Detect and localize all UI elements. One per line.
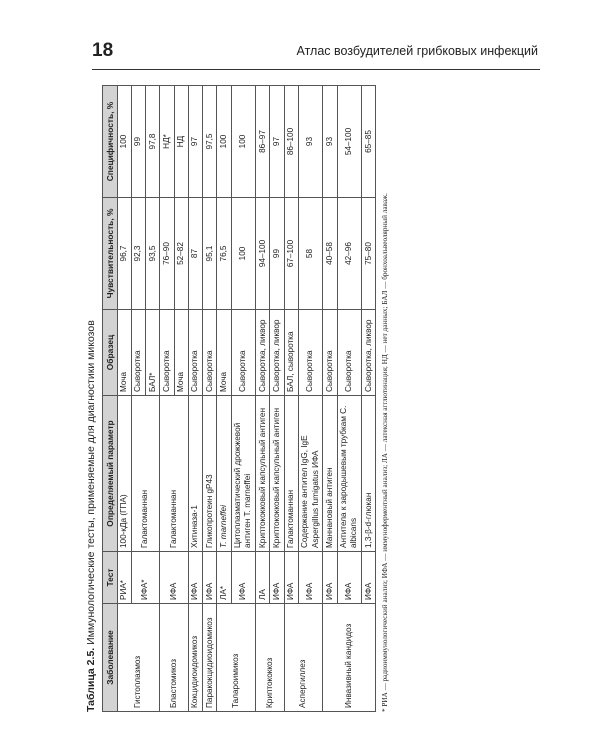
cell-parameter: 1,3-β-d-глюкан — [362, 396, 376, 552]
col-header-test: Тест — [103, 552, 118, 604]
cell-specificity: 86–100 — [284, 86, 298, 198]
cell-specificity: 97,8 — [146, 86, 160, 198]
cell-sample: Сыворотка — [323, 310, 337, 396]
cell-specificity: 97 — [188, 86, 202, 198]
cell-sensitivity: 92,3 — [131, 198, 145, 310]
header-rule — [92, 69, 540, 70]
cell-sample: Моча — [117, 310, 131, 396]
cell-test: ИФА* — [131, 552, 160, 604]
cell-disease: Криптококкоз — [256, 604, 285, 712]
cell-test: ИФА — [337, 552, 362, 604]
cell-sample: Сыворотка — [231, 310, 256, 396]
cell-test: ИФА — [203, 552, 217, 604]
cell-test: ЛА* — [217, 552, 231, 604]
cell-test: ИФА — [270, 552, 284, 604]
cell-parameter: Галактоманнан — [160, 396, 189, 552]
cell-specificity: 100 — [117, 86, 131, 198]
cell-parameter: Галактоманнан — [131, 396, 160, 552]
cell-specificity: 100 — [217, 86, 231, 198]
cell-sample: Сыворотка — [131, 310, 145, 396]
cell-parameter: Криптококковый капсульный антиген — [270, 396, 284, 552]
cell-test: РИА* — [117, 552, 131, 604]
table-row — [117, 86, 131, 712]
table-row — [323, 86, 337, 712]
table-row — [217, 86, 231, 712]
cell-sample: Сыворотка, ликвор — [270, 310, 284, 396]
cell-sample: Моча — [174, 310, 188, 396]
cell-sensitivity: 96,7 — [117, 198, 131, 310]
cell-sensitivity: 76,5 — [217, 198, 231, 310]
cell-specificity: 99 — [131, 86, 145, 198]
cell-disease: Паракокцидиоидомикоз — [203, 604, 217, 712]
cell-sample: БАЛ, сыворотка — [284, 310, 298, 396]
cell-test: ИФА — [298, 552, 323, 604]
col-header-parameter: Определяемый параметр — [103, 396, 118, 552]
table-header-row — [103, 86, 118, 712]
cell-sensitivity: 95,1 — [203, 198, 217, 310]
cell-sample: Сыворотка — [203, 310, 217, 396]
cell-sample: Сыворотка — [298, 310, 323, 396]
cell-specificity: НД — [174, 86, 188, 198]
cell-parameter: Хитиназа-1 — [188, 396, 202, 552]
cell-specificity: 65–85 — [362, 86, 376, 198]
cell-sample: Сыворотка — [160, 310, 174, 396]
cell-parameter: T. marneffei — [217, 396, 231, 552]
table-row — [160, 86, 174, 712]
cell-sensitivity: 42–96 — [337, 198, 362, 310]
cell-parameter: 100-кДа (ГПА) — [117, 396, 131, 552]
cell-sample: Моча — [217, 310, 231, 396]
cell-sensitivity: 76–90 — [160, 198, 174, 310]
cell-sensitivity: 52–82 — [174, 198, 188, 310]
rotated-content — [83, 78, 543, 718]
cell-test: ИФА — [323, 552, 337, 604]
table-caption-text: Иммунологические тесты, применяемые для диагностики микозов — [85, 320, 97, 645]
col-header-sensitivity: Чувствительность, % — [103, 198, 118, 310]
cell-sensitivity: 93,5 — [146, 198, 160, 310]
cell-parameter: Цитоплазматический дрожжевой антиген T. marneffei — [231, 396, 256, 552]
cell-specificity: 97,5 — [203, 86, 217, 198]
col-header-sample: Образец — [103, 310, 118, 396]
page-number: 18 — [92, 40, 114, 61]
cell-test: ИФА — [188, 552, 202, 604]
cell-disease: Талароимикоз — [217, 604, 256, 712]
cell-parameter: Гликопротеин gP43 — [203, 396, 217, 552]
cell-sensitivity: 94–100 — [256, 198, 270, 310]
cell-sensitivity: 100 — [231, 198, 256, 310]
table-row — [188, 86, 202, 712]
table-footnote: * РИА — радиоиммунологический анализ; ИФА — иммуноферментный анализ; ЛА — латексная агглютинация; НД — нет данных; БАЛ — бронхоальвеолярный лаваж. — [381, 193, 390, 712]
cell-disease: Кокцидиоидомикоз — [188, 604, 202, 712]
cell-sensitivity: 40–58 — [323, 198, 337, 310]
col-header-specificity: Специфичность, % — [103, 86, 118, 198]
cell-test: ИФА — [231, 552, 256, 604]
table-caption — [85, 78, 97, 712]
col-header-disease: Заболевание — [103, 604, 118, 712]
table-row — [284, 86, 298, 712]
table-row — [256, 86, 270, 712]
table-row — [203, 86, 217, 712]
cell-disease: Бластомикоз — [160, 604, 189, 712]
cell-parameter: Галактоманнан — [284, 396, 298, 552]
cell-test: ИФА — [284, 552, 298, 604]
cell-parameter: Антитела к зародышевым трубкам C. albicans — [337, 396, 362, 552]
cell-sensitivity: 58 — [298, 198, 323, 310]
cell-specificity: НД* — [160, 86, 174, 198]
running-head: Атлас возбудителей грибковых инфекций — [296, 44, 538, 58]
cell-parameter: Криптококковый капсульный антиген — [256, 396, 270, 552]
cell-parameter: Маннановый антиген — [323, 396, 337, 552]
cell-sample: Сыворотка — [188, 310, 202, 396]
cell-disease: Инвазивный кандидоз — [323, 604, 376, 712]
cell-test: ИФА — [160, 552, 189, 604]
cell-sample: Сыворотка, ликвор — [256, 310, 270, 396]
cell-sample: Сыворотка, ликвор — [362, 310, 376, 396]
cell-sample: БАЛ* — [146, 310, 160, 396]
table-caption-label: Таблица 2.5. — [85, 647, 97, 712]
cell-sensitivity: 99 — [270, 198, 284, 310]
cell-disease: Гистоплазмоз — [117, 604, 160, 712]
cell-specificity: 97 — [270, 86, 284, 198]
cell-specificity: 93 — [298, 86, 323, 198]
cell-test: ЛА — [256, 552, 270, 604]
cell-parameter: Содержание антител IgG, IgE Aspergillus fumigatus ИФА — [298, 396, 323, 552]
rotated-table-area — [83, 78, 543, 718]
cell-sample: Сыворотка — [337, 310, 362, 396]
cell-specificity: 93 — [323, 86, 337, 198]
cell-test: ИФА — [362, 552, 376, 604]
immunological-tests-table — [102, 85, 376, 712]
cell-specificity: 54–100 — [337, 86, 362, 198]
cell-specificity: 86–97 — [256, 86, 270, 198]
cell-sensitivity: 75–80 — [362, 198, 376, 310]
cell-disease: Аспергиллез — [284, 604, 323, 712]
cell-sensitivity: 67–100 — [284, 198, 298, 310]
cell-specificity: 100 — [231, 86, 256, 198]
cell-sensitivity: 87 — [188, 198, 202, 310]
